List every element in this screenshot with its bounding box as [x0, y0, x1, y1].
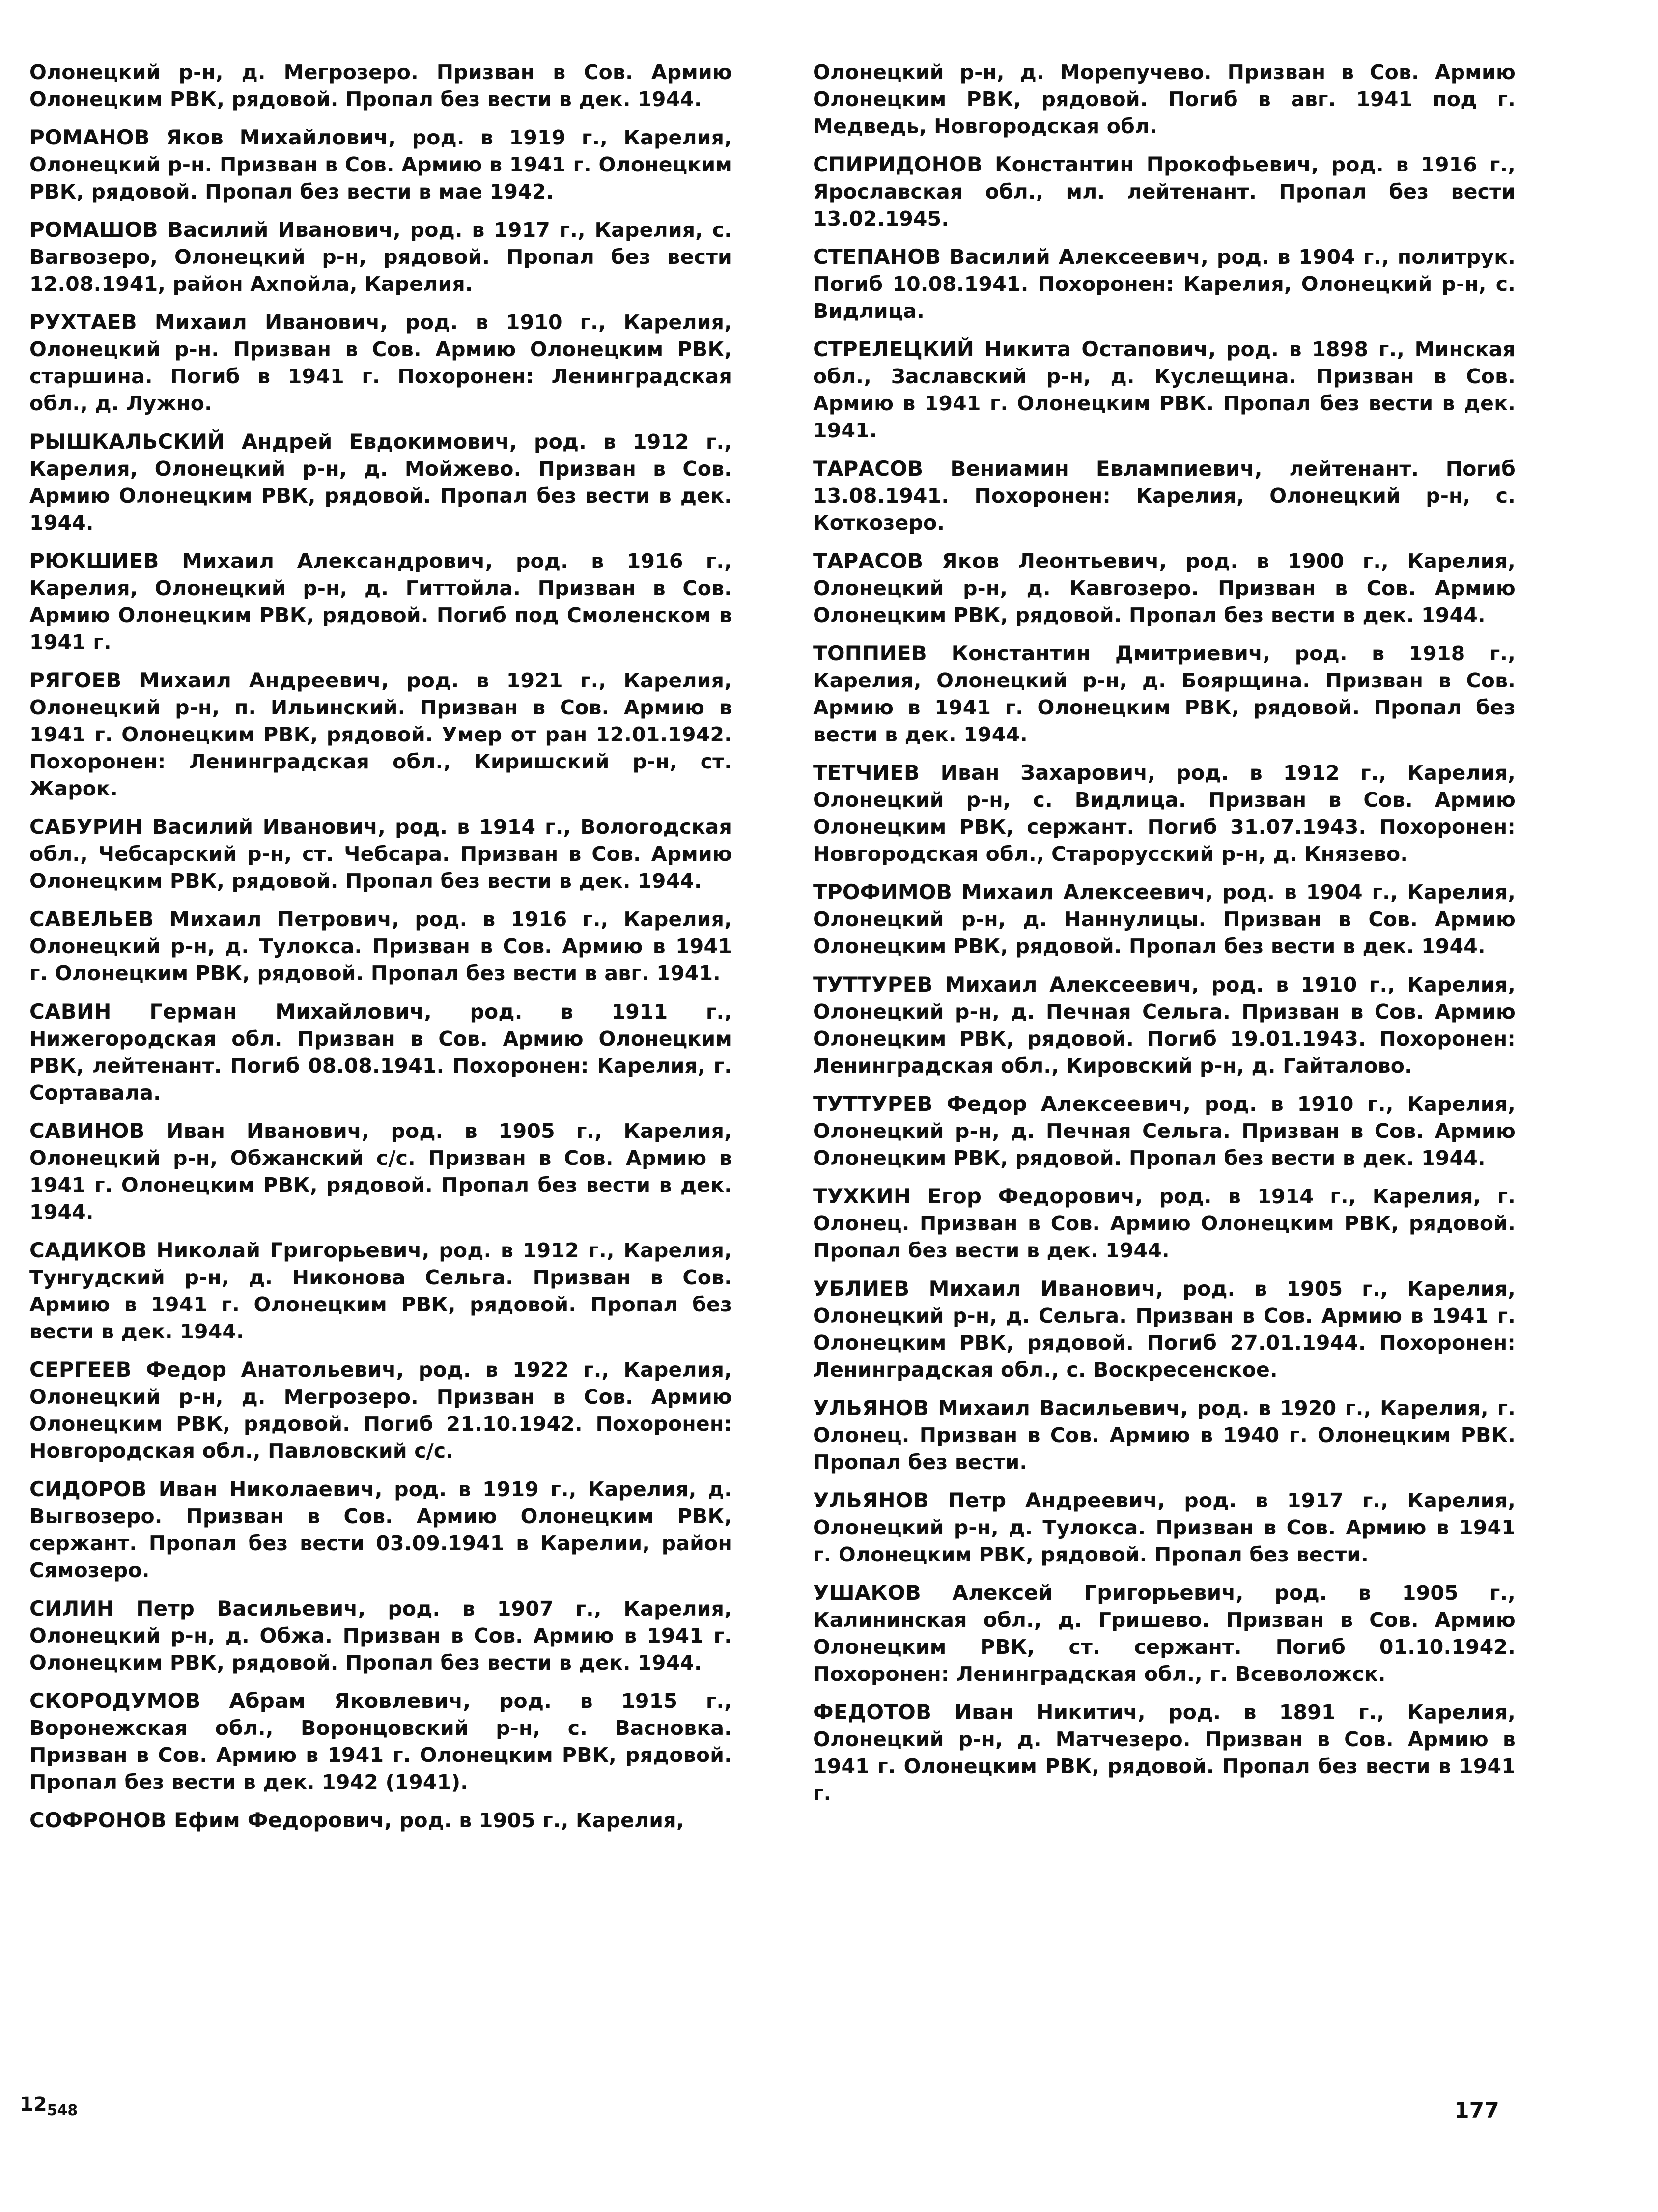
entry-person-name: УЛЬЯНОВ Петр Андреевич, [813, 1488, 1166, 1512]
entry-person-name: СКОРОДУМОВ Абрам Яковлевич, [29, 1689, 471, 1713]
entry-person-name: ТРОФИМОВ Михаил Алексеевич, [813, 880, 1213, 904]
register-entry [29, 667, 732, 802]
entry-text: род. в 1920 г., Карелия, г. Олонец. Призван в Сов. Армию в 1940 г. Олонецким РВК. Пропал без вести. [813, 1396, 1516, 1474]
entry-text: род. в 1907 г., Карелия, Олонецкий р-н, д. Обжа. Призван в Сов. Армию в 1941 г. Олонецким РВК, рядовой. Пропал без вести в дек. 1944. [29, 1597, 732, 1674]
entry-person-name: РЯГОЕВ Михаил Андреевич, [29, 668, 389, 692]
register-entry [29, 998, 732, 1106]
register-entry [813, 336, 1516, 444]
entry-person-name: ТУТТУРЕВ Михаил Алексеевич, [813, 972, 1200, 996]
printer-signature-mark [20, 2093, 78, 2119]
signature-subscript: 548 [47, 2102, 78, 2119]
entry-person-name: СИЛИН Петр Васильевич, [29, 1596, 366, 1620]
entry-text: род. в 1921 г., Карелия, Олонецкий р-н, п. Ильинский. Призван в Сов. Армию в 1941 г. Олонецким РВК, рядовой. Умер от ран 12.01.1942. Похоронен: Ленинградская обл., Киришский р-н, ст. Жарок. [29, 669, 732, 800]
entry-text: род. в 1917 г., Карелия, с. Вагвозеро, Олонецкий р-н, рядовой. Пропал без вести 12.08.1941, район Ахпойла, Карелия. [29, 218, 732, 296]
entry-text: род. в 1910 г., Карелия, Олонецкий р-н, д. Печная Сельга. Призван в Сов. Армию Олонецким РВК, рядовой. Погиб 19.01.1943. Похоронен: Ленинградская обл., Кировский р-н, д. Гайталово. [813, 973, 1516, 1078]
entry-text: род. в 1916 г., Ярославская обл., мл. лейтенант. Пропал без вести 13.02.1945. [813, 153, 1516, 230]
entry-text: род. в 1917 г., Карелия, Олонецкий р-н, д. Тулокса. Призван в Сов. Армию в 1941 г. Олонецким РВК, рядовой. Пропал без вести. [813, 1489, 1516, 1566]
entry-text: род. в 1914 г., Карелия, г. Олонец. Призван в Сов. Армию Олонецким РВК, рядовой. Пропал без вести в дек. 1944. [813, 1185, 1516, 1262]
entry-person-name: СПИРИДОНОВ Константин Прокофьевич, [813, 152, 1320, 176]
left-column [29, 59, 732, 1845]
entry-person-name: РЫШКАЛЬСКИЙ Андрей Евдокимович, [29, 429, 518, 454]
entry-text: род. в 1911 г., Нижегородская обл. Призван в Сов. Армию Олонецким РВК, лейтенант. Погиб 08.08.1941. Похоронен: Карелия, г. Сортавала. [29, 1000, 732, 1105]
register-entry [29, 906, 732, 987]
entry-person-name: УШАКОВ Алексей Григорьевич, [813, 1581, 1244, 1605]
entry-person-name: РЮКШИЕВ Михаил Александрович, [29, 549, 493, 573]
entry-text: род. в 1916 г., Карелия, Олонецкий р-н, д. Тулокса. Призван в Сов. Армию в 1941 г. Олонецким РВК, рядовой. Пропал без вести в авг. 1941. [29, 907, 732, 985]
register-entry [813, 879, 1516, 960]
entry-text: род. в 1900 г., Карелия, Олонецкий р-н, д. Кавгозеро. Призван в Сов. Армию Олонецким РВК, рядовой. Пропал без вести в дек. 1944. [813, 549, 1516, 627]
register-entry [813, 1183, 1516, 1264]
entry-person-name: СОФРОНОВ Ефим Федорович, [29, 1808, 393, 1832]
entry-person-name: УЛЬЯНОВ Михаил Васильевич, [813, 1396, 1188, 1420]
register-entry [29, 1117, 732, 1226]
register-entry [29, 216, 732, 298]
register-entry [813, 151, 1516, 232]
entry-text: род. в 1914 г., Вологодская обл., Чебсарский р-н, ст. Чебсара. Призван в Сов. Армию Олонецким РВК, рядовой. Пропал без вести в дек. 1944. [29, 815, 732, 893]
entry-text: лейтенант. Погиб 13.08.1941. Похоронен: Карелия, Олонецкий р-н, с. Коткозеро. [813, 457, 1516, 535]
entry-text: род. в 1910 г., Карелия, Олонецкий р-н, д. Печная Сельга. Призван в Сов. Армию Олонецким РВК, рядовой. Пропал без вести в дек. 1944. [813, 1092, 1516, 1170]
register-entry [813, 1487, 1516, 1568]
register-entry [29, 547, 732, 656]
register-entry [813, 455, 1516, 537]
entry-text: род. в 1905 г., Карелия, [399, 1809, 684, 1832]
entry-person-name: САВИН Герман Михайлович, [29, 999, 432, 1023]
entry-text: род. в 1922 г., Карелия, Олонецкий р-н, д. Мегрозеро. Призван в Сов. Армию Олонецким РВК, рядовой. Погиб 21.10.1942. Похоронен: Новгородская обл., Павловский с/с. [29, 1358, 732, 1463]
register-entry [813, 243, 1516, 325]
entry-person-name: ФЕДОТОВ Иван Никитич, [813, 1700, 1146, 1724]
entry-person-name: ТАРАСОВ Вениамин Евлампиевич, [813, 456, 1263, 481]
register-entry [29, 813, 732, 895]
register-entry [29, 309, 732, 417]
register-entry [29, 1356, 732, 1465]
entry-person-name: РУХТАЕВ Михаил Иванович, [29, 310, 388, 334]
register-entry [813, 1699, 1516, 1807]
register-entry [813, 1394, 1516, 1476]
register-entry [813, 1090, 1516, 1172]
entry-text: род. в 1905 г., Карелия, Олонецкий р-н, д. Сельга. Призван в Сов. Армию в 1941 г. Олонецким РВК, рядовой. Погиб 27.01.1944. Похоронен: Ленинградская обл., с. Воскресенское. [813, 1277, 1516, 1382]
register-entry [29, 1237, 732, 1345]
entry-person-name: САДИКОВ Николай Григорьевич, [29, 1238, 430, 1262]
entry-text: род. в 1904 г., политрук. Погиб 10.08.1941. Похоронен: Карелия, Олонецкий р-н, с. Видлица. [813, 245, 1516, 323]
register-entry [813, 971, 1516, 1079]
entry-text: Олонецкий р-н, д. Морепучево. Призван в Сов. Армию Олонецким РВК, рядовой. Погиб в авг. 1941 под г. Медведь, Новгородская обл. [813, 60, 1516, 138]
entry-text: род. в 1915 г., Воронежская обл., Воронцовский р-н, с. Васновка. Призван в Сов. Армию в 1941 г. Олонецким РВК, рядовой. Пропал без вести в дек. 1942 (1941). [29, 1689, 732, 1794]
register-entry [29, 59, 732, 113]
entry-person-name: ТАРАСОВ Яков Леонтьевич, [813, 549, 1167, 573]
entry-text: род. в 1910 г., Карелия, Олонецкий р-н. Призван в Сов. Армию Олонецким РВК, старшина. Погиб в 1941 г. Похоронен: Ленинградская обл., д. Лужно. [29, 311, 732, 415]
entry-person-name: СТРЕЛЕЦКИЙ Никита Остапович, [813, 337, 1216, 361]
entry-text: род. в 1905 г., Калининская обл., д. Гришево. Призван в Сов. Армию Олонецким РВК, ст. сержант. Погиб 01.10.1942. Похоронен: Ленинградская обл., г. Всеволожск. [813, 1581, 1516, 1686]
entry-text: род. в 1905 г., Карелия, Олонецкий р-н, Обжанский с/с. Призван в Сов. Армию в 1941 г. Олонецким РВК, рядовой. Пропал без вести в дек. 1944. [29, 1119, 732, 1224]
entry-text: род. в 1912 г., Карелия, Олонецкий р-н, с. Видлица. Призван в Сов. Армию Олонецким РВК, сержант. Погиб 31.07.1943. Похоронен: Новгородская обл., Старорусский р-н, д. Князево. [813, 761, 1516, 866]
entry-text: род. в 1904 г., Карелия, Олонецкий р-н, д. Наннулицы. Призван в Сов. Армию Олонецким РВК, рядовой. Пропал без вести в дек. 1944. [813, 880, 1516, 958]
entry-person-name: ТЕТЧИЕВ Иван Захарович, [813, 761, 1156, 785]
entry-person-name: САВИНОВ Иван Иванович, [29, 1119, 370, 1143]
entry-text: род. в 1918 г., Карелия, Олонецкий р-н, д. Боярщина. Призван в Сов. Армию в 1941 г. Олонецким РВК, рядовой. Пропал без вести в дек. 1944. [813, 642, 1516, 746]
entry-person-name: ТОППИЕВ Константин Дмитриевич, [813, 641, 1271, 665]
book-page [29, 59, 1518, 2137]
register-entry [29, 1475, 732, 1584]
entry-person-name: ТУТТУРЕВ Федор Алексеевич, [813, 1092, 1191, 1116]
register-entry [29, 428, 732, 537]
entry-person-name: ТУХКИН Егор Федорович, [813, 1184, 1143, 1208]
entry-text: род. в 1891 г., Карелия, Олонецкий р-н, д. Матчезеро. Призван в Сов. Армию в 1941 г. Олонецким РВК, рядовой. Пропал без вести в 1941 г. [813, 1701, 1516, 1805]
register-entry [813, 59, 1516, 140]
entry-person-name: РОМАНОВ Яков Михайлович, [29, 125, 396, 149]
entry-person-name: СТЕПАНОВ Василий Алексеевич, [813, 245, 1209, 269]
register-entry [29, 124, 732, 205]
entry-person-name: СЕРГЕЕВ Федор Анатольевич, [29, 1358, 404, 1382]
register-entry [29, 1595, 732, 1676]
entry-text: род. в 1919 г., Карелия, Олонецкий р-н. Призван в Сов. Армию в 1941 г. Олонецким РВК, рядовой. Пропал без вести в мае 1942. [29, 126, 732, 203]
entry-text: род. в 1898 г., Минская обл., Заславский р-н, д. Куслещина. Призван в Сов. Армию в 1941 г. Олонецким РВК. Пропал без вести в дек. 1941. [813, 338, 1516, 442]
entry-text: Олонецкий р-н, д. Мегрозеро. Призван в Сов. Армию Олонецким РВК, рядовой. Пропал без вести в дек. 1944. [29, 60, 732, 111]
register-entry [29, 1807, 732, 1834]
register-entry [813, 547, 1516, 629]
entry-person-name: САВЕЛЬЕВ Михаил Петрович, [29, 907, 400, 931]
signature-number: 12 [20, 2093, 47, 2116]
entry-text: род. в 1919 г., Карелия, д. Выгвозеро. Призван в Сов. Армию Олонецким РВК, сержант. Пропал без вести 03.09.1941 в Карелии, район Сямозеро. [29, 1477, 732, 1582]
entry-text: род. в 1916 г., Карелия, Олонецкий р-н, д. Гиттойла. Призван в Сов. Армию Олонецким РВК, рядовой. Погиб под Смоленском в 1941 г. [29, 549, 732, 654]
entry-person-name: СИДОРОВ Иван Николаевич, [29, 1477, 383, 1501]
register-entry [29, 1687, 732, 1796]
entry-person-name: САБУРИН Василий Иванович, [29, 815, 386, 839]
register-entry [813, 640, 1516, 748]
entry-person-name: УБЛИЕВ Михаил Иванович, [813, 1276, 1164, 1301]
entry-person-name: РОМАШОВ Василий Иванович, [29, 218, 401, 242]
register-entry [813, 759, 1516, 868]
entry-text: род. в 1912 г., Карелия, Тунгудский р-н, д. Никонова Сельга. Призван в Сов. Армию в 1941 г. Олонецким РВК, рядовой. Пропал без вести в дек. 1944. [29, 1239, 732, 1343]
page-number: 177 [1454, 2098, 1499, 2123]
entry-text: род. в 1912 г., Карелия, Олонецкий р-н, д. Мойжево. Призван в Сов. Армию Олонецким РВК, рядовой. Пропал без вести в дек. 1944. [29, 430, 732, 535]
right-column [813, 59, 1516, 1818]
register-entry [813, 1275, 1516, 1384]
register-entry [813, 1579, 1516, 1688]
